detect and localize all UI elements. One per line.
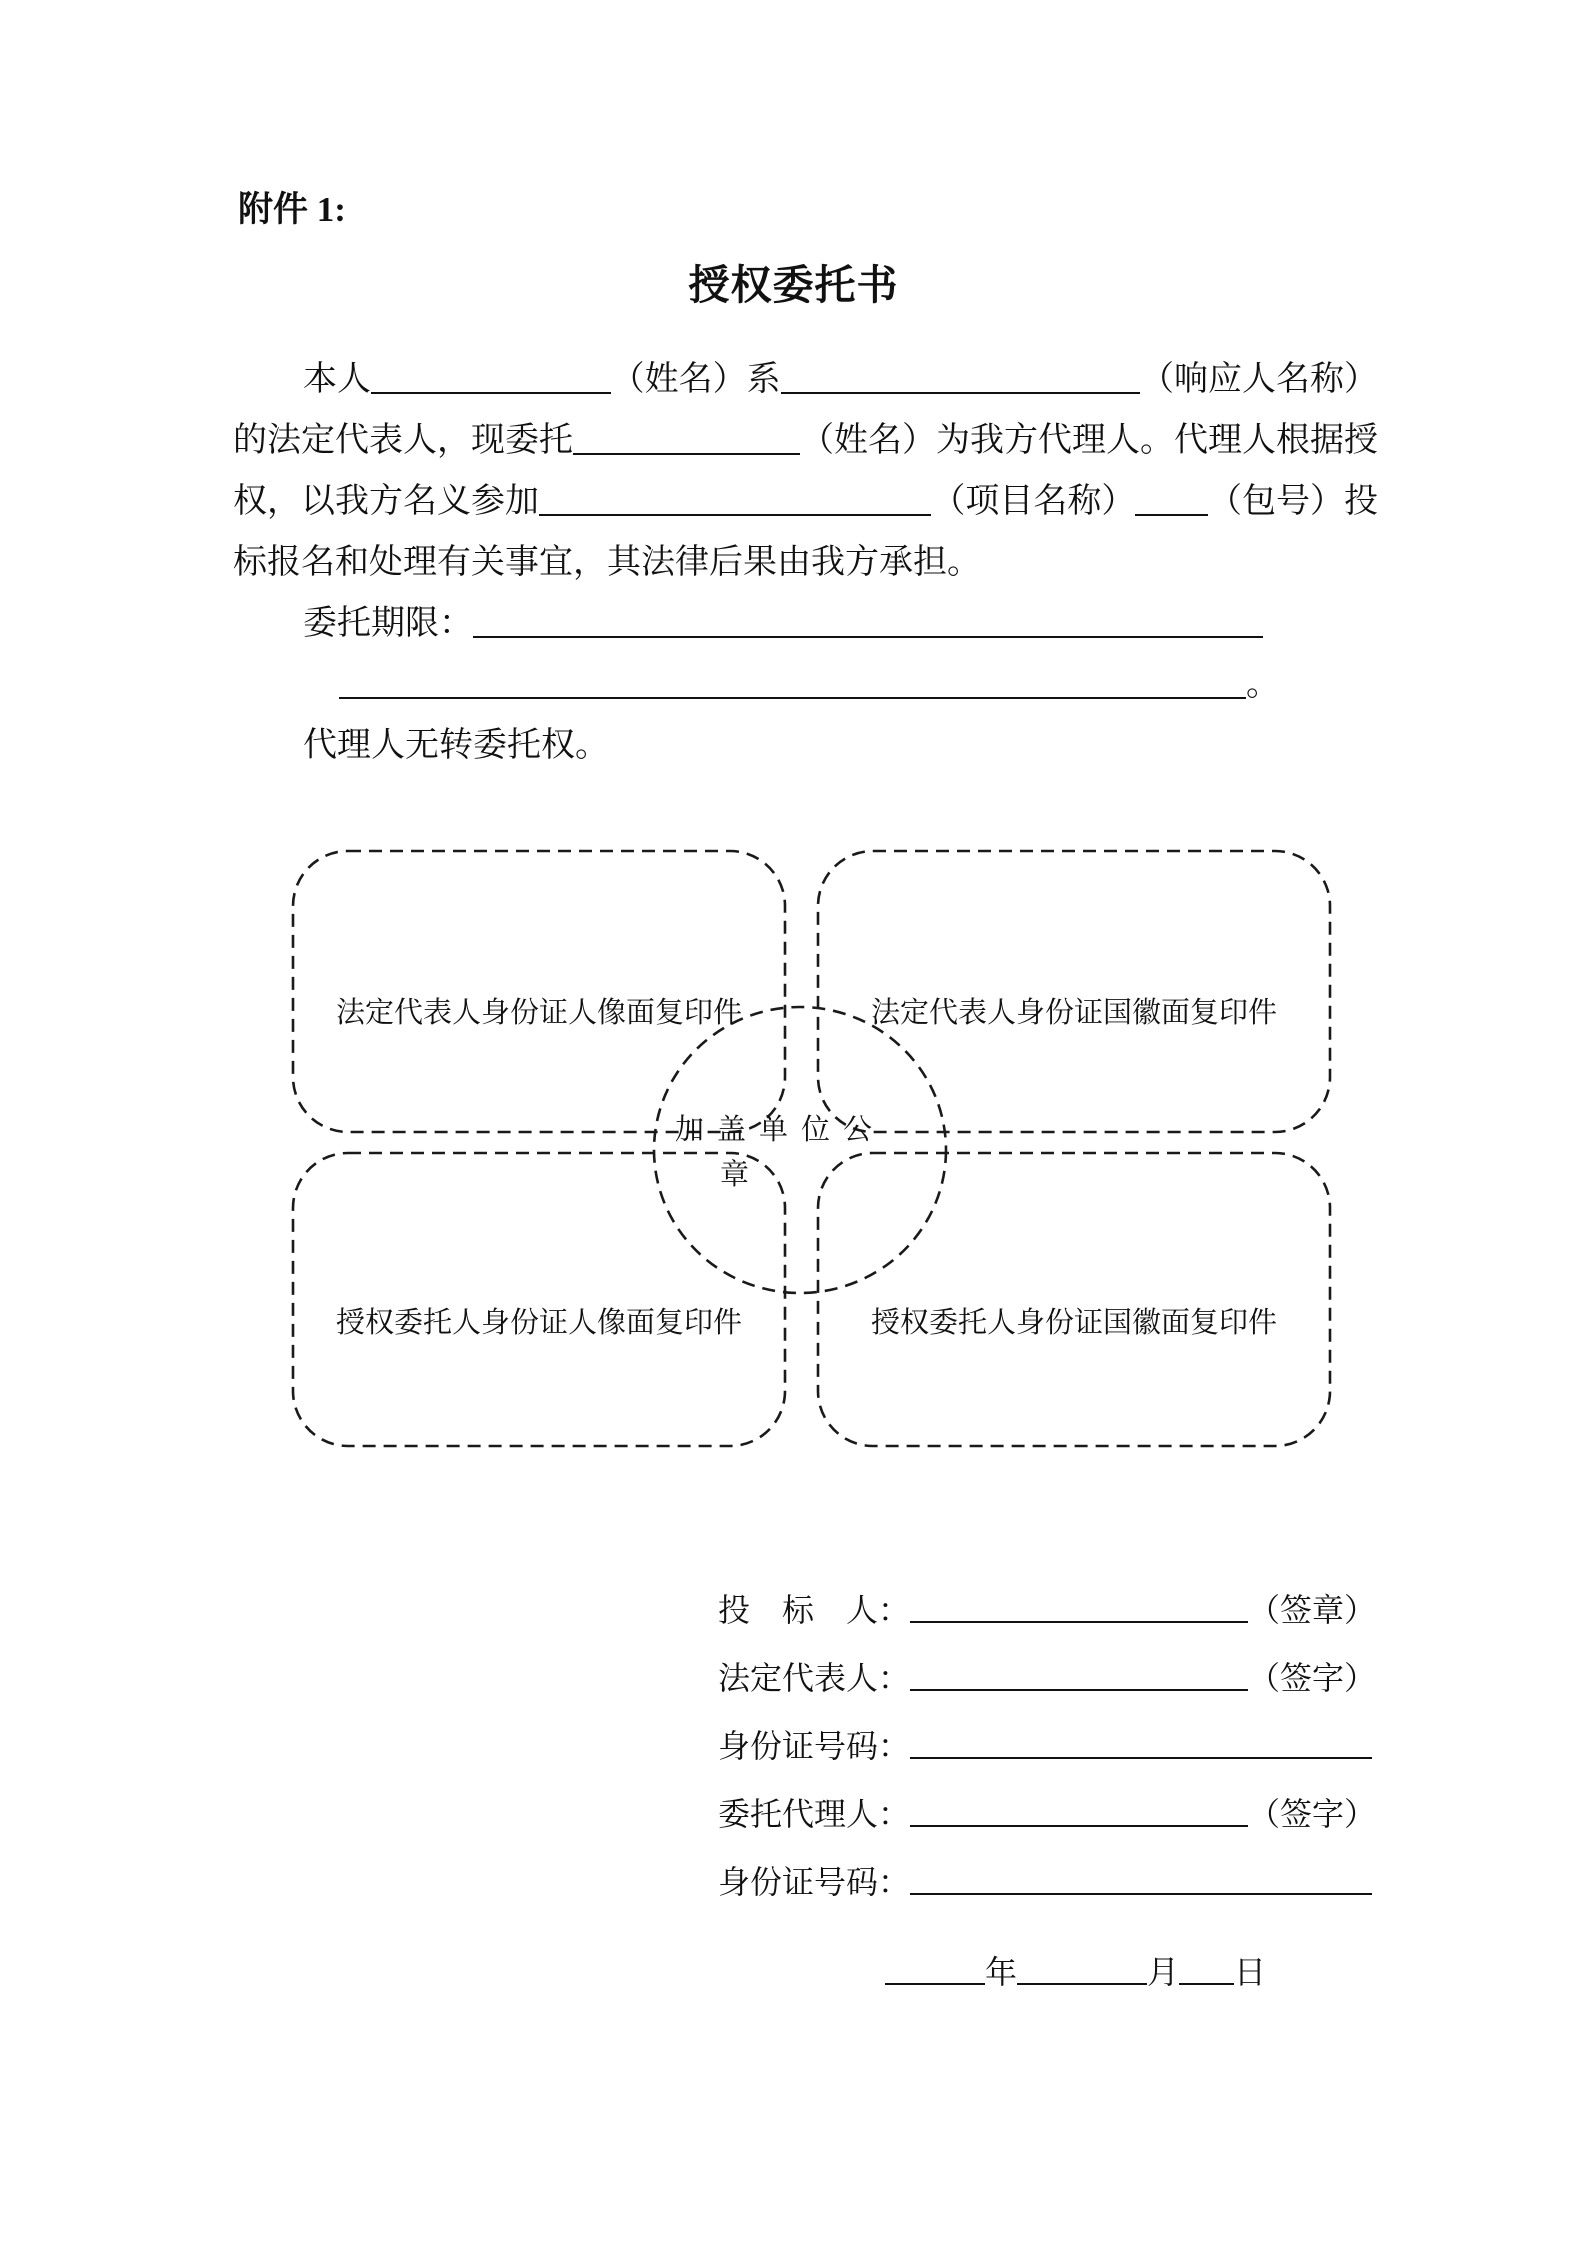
id-box-bottom-left-label: 授权委托人身份证人像面复印件: [335, 1307, 742, 1339]
signature-suffix: （签字）: [1248, 1659, 1377, 1696]
signature-label: 法定代表人：: [718, 1659, 911, 1696]
signature-row-id-number-1: [718, 1696, 1418, 1764]
signature-row-bidder: [718, 1560, 1418, 1628]
signature-label: 委托代理人：: [718, 1795, 911, 1832]
blank-project-name: [539, 514, 931, 516]
blank-package-number: [1135, 514, 1208, 516]
text-run: 的法定代表人，现委托: [233, 422, 573, 460]
text-run: （包号）投: [1208, 483, 1378, 521]
signature-label: 身份证号码：: [718, 1727, 911, 1764]
paragraph-line-1: [233, 338, 1378, 399]
blank-month: [1017, 1983, 1147, 1985]
signature-row-legal-rep: [718, 1628, 1418, 1696]
id-box-top-left: [293, 851, 785, 1132]
period-mark: 。: [1246, 666, 1280, 704]
page-title: 授权委托书: [688, 262, 899, 308]
day-label: 日: [1234, 1953, 1267, 1990]
blank-day: [1179, 1983, 1234, 1985]
blank-bidder: [910, 1621, 1248, 1623]
blank-id-number-1: [910, 1757, 1372, 1759]
entrust-term-label: 委托期限：: [303, 605, 473, 643]
signature-label: 投 标 人：: [718, 1591, 911, 1628]
signature-suffix: （签章）: [1248, 1591, 1377, 1628]
entrust-term-line: [233, 582, 1263, 643]
signature-row-agent: [718, 1764, 1418, 1832]
blank-agent: [910, 1825, 1248, 1827]
blank-legal-rep: [910, 1689, 1248, 1691]
body-paragraph: [233, 338, 1378, 582]
text-run: 权，以我方名义参加: [233, 483, 539, 521]
signature-suffix: （签字）: [1248, 1795, 1377, 1832]
signature-row-id-number-2: [718, 1832, 1418, 1900]
year-label: 年: [985, 1953, 1018, 1990]
id-box-top-left-label: 法定代表人身份证人像面复印件: [335, 997, 742, 1029]
id-box-bottom-right-label: 授权委托人身份证国徽面复印件: [870, 1307, 1277, 1339]
id-box-top-right-label: 法定代表人身份证国徽面复印件: [870, 997, 1277, 1029]
entrust-term-line-2: [339, 643, 1280, 704]
blank-entrust-term-2: [339, 697, 1246, 699]
paragraph-line-2: [233, 399, 1378, 460]
seal-instruction: [655, 1108, 905, 1198]
month-label: 月: [1147, 1953, 1180, 1990]
signature-block: [718, 1560, 1418, 1900]
blank-id-number-2: [910, 1893, 1372, 1895]
id-box-top-right: [818, 851, 1330, 1132]
blank-principal-name: [371, 392, 611, 394]
text-run: （姓名）为我方代理人。代理人根据授: [800, 422, 1378, 460]
no-delegate-text: 代理人无转委托权。: [303, 727, 609, 765]
text-run: （姓名）系: [610, 361, 781, 399]
blank-entrust-term-1: [473, 636, 1263, 638]
text-run: （响应人名称）: [1140, 361, 1378, 399]
text-run: 标报名和处理有关事宜，其法律后果由我方承担。: [233, 544, 981, 582]
attachment-label: 附件 1:: [238, 190, 346, 229]
date-line: [885, 1938, 1266, 1990]
paragraph-line-4: [233, 521, 1378, 582]
blank-agent-name: [573, 453, 800, 455]
paragraph-line-3: [233, 460, 1378, 521]
text-run: 本人: [303, 361, 371, 399]
no-delegate-line: [233, 704, 1378, 765]
text-run: （项目名称）: [931, 483, 1136, 521]
blank-year: [885, 1983, 985, 1985]
seal-text-line-1: 加盖单位公: [674, 1114, 885, 1146]
blank-respondent-name: [781, 392, 1140, 394]
seal-text-line-2: 章: [720, 1158, 756, 1191]
signature-label: 身份证号码：: [718, 1863, 911, 1900]
